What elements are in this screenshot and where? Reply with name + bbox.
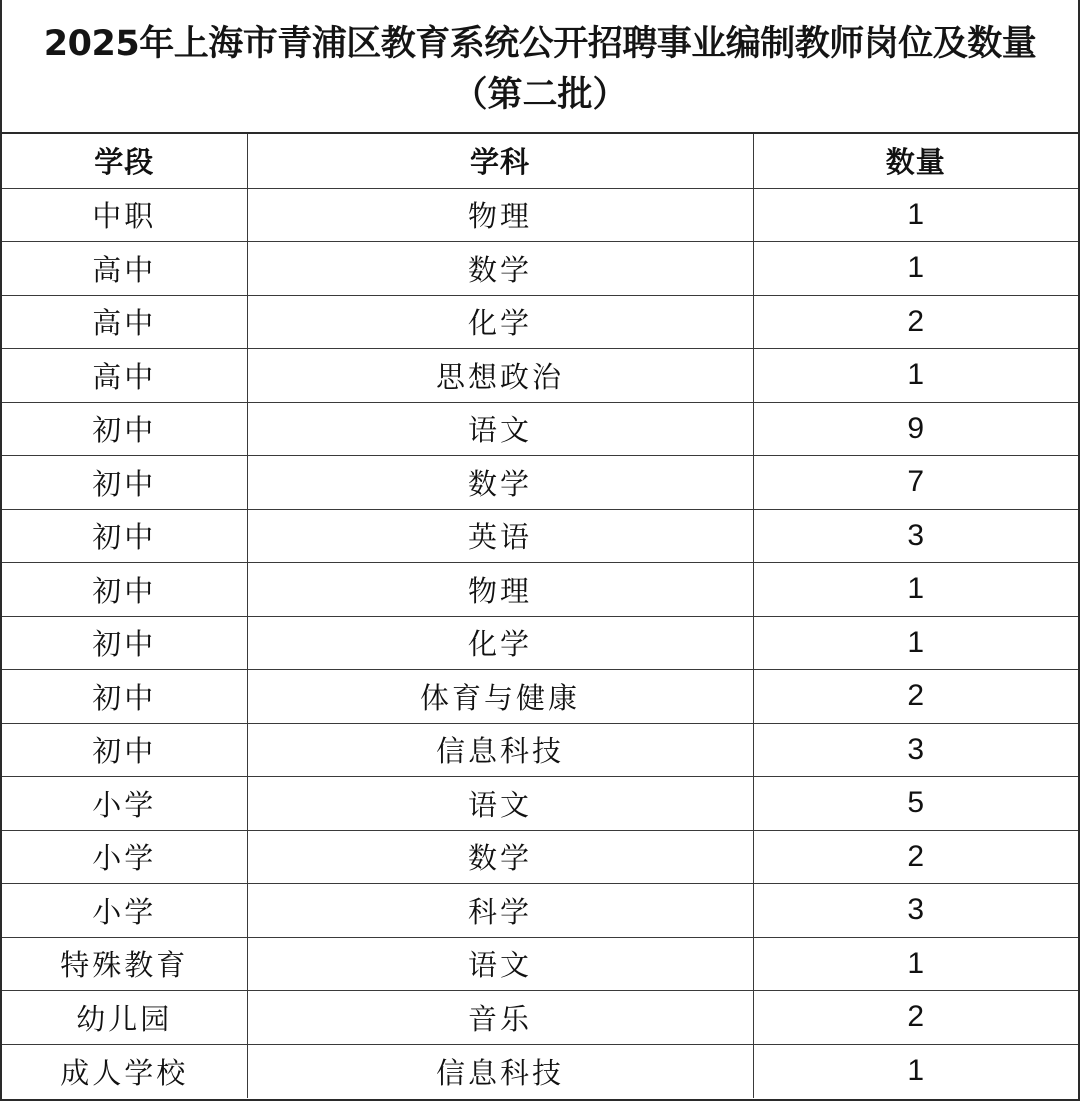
table-row: [2, 563, 1078, 617]
cell-count: 3: [753, 509, 1078, 563]
table-row: [2, 937, 1078, 991]
cell-stage: 小学: [2, 884, 247, 938]
header-count: 数量: [753, 134, 1078, 188]
cell-count: 1: [753, 188, 1078, 242]
table-row: [2, 349, 1078, 403]
cell-count: 2: [753, 295, 1078, 349]
table-row: [2, 830, 1078, 884]
cell-subject: 数学: [247, 242, 753, 296]
cell-subject: 信息科技: [247, 723, 753, 777]
table-row: [2, 188, 1078, 242]
cell-subject: 语文: [247, 937, 753, 991]
cell-stage: 中职: [2, 188, 247, 242]
cell-subject: 语文: [247, 402, 753, 456]
header-stage: 学段: [2, 134, 247, 188]
page-title: 2025年上海市青浦区教育系统公开招聘事业编制教师岗位及数量: [43, 24, 1037, 64]
header-subject: 学科: [247, 134, 753, 188]
cell-subject: 数学: [247, 830, 753, 884]
cell-stage: 小学: [2, 777, 247, 831]
cell-count: 1: [753, 937, 1078, 991]
table-row: [2, 1044, 1078, 1098]
cell-stage: 高中: [2, 242, 247, 296]
cell-stage: 小学: [2, 830, 247, 884]
cell-subject: 物理: [247, 188, 753, 242]
cell-stage: 初中: [2, 509, 247, 563]
cell-count: 1: [753, 563, 1078, 617]
table-row: [2, 723, 1078, 777]
cell-count: 3: [753, 884, 1078, 938]
cell-stage: 幼儿园: [2, 991, 247, 1045]
cell-count: 1: [907, 1054, 925, 1087]
cell-count: 9: [753, 402, 1078, 456]
cell-count: 3: [753, 723, 1078, 777]
table-row: [2, 456, 1078, 510]
table-row: [2, 991, 1078, 1045]
cell-subject: 思想政治: [247, 349, 753, 403]
cell-subject: 数学: [247, 456, 753, 510]
table-row: [2, 402, 1078, 456]
cell-stage: 成人学校: [2, 1044, 247, 1098]
cell-count: 2: [753, 830, 1078, 884]
table-header-row: [2, 134, 1078, 188]
cell-stage: 高中: [2, 295, 247, 349]
table-row: [2, 242, 1078, 296]
cell-subject: 化学: [247, 616, 753, 670]
table-row: [2, 616, 1078, 670]
cell-subject: 英语: [247, 509, 753, 563]
table-row: [2, 670, 1078, 724]
title-block: [2, 0, 1078, 134]
cell-subject: 信息科技: [247, 1044, 753, 1098]
cell-subject: 科学: [247, 884, 753, 938]
cell-subject: 音乐: [247, 991, 753, 1045]
table-row: [2, 884, 1078, 938]
cell-count: 2: [753, 670, 1078, 724]
cell-count: 2: [753, 991, 1078, 1045]
cell-stage: 特殊教育: [2, 937, 247, 991]
cell-stage: 初中: [2, 616, 247, 670]
cell-count: 1: [753, 349, 1078, 403]
table-row: [2, 509, 1078, 563]
cell-subject: 化学: [247, 295, 753, 349]
positions-table: [2, 134, 1078, 1098]
cell-subject: 物理: [247, 563, 753, 617]
cell-stage: 初中: [2, 563, 247, 617]
table-row: [2, 295, 1078, 349]
cell-stage: 初中: [2, 402, 247, 456]
cell-count: 1: [753, 242, 1078, 296]
table-row: [2, 777, 1078, 831]
cell-stage: 初中: [2, 670, 247, 724]
cell-subject: 语文: [247, 777, 753, 831]
cell-count: 7: [753, 456, 1078, 510]
cell-stage: 初中: [2, 723, 247, 777]
cell-count: 5: [753, 777, 1078, 831]
cell-subject: 体育与健康: [247, 670, 753, 724]
page-subtitle: （第二批）: [452, 75, 628, 115]
cell-stage: 高中: [2, 349, 247, 403]
cell-count: 1: [753, 616, 1078, 670]
cell-stage: 初中: [2, 456, 247, 510]
